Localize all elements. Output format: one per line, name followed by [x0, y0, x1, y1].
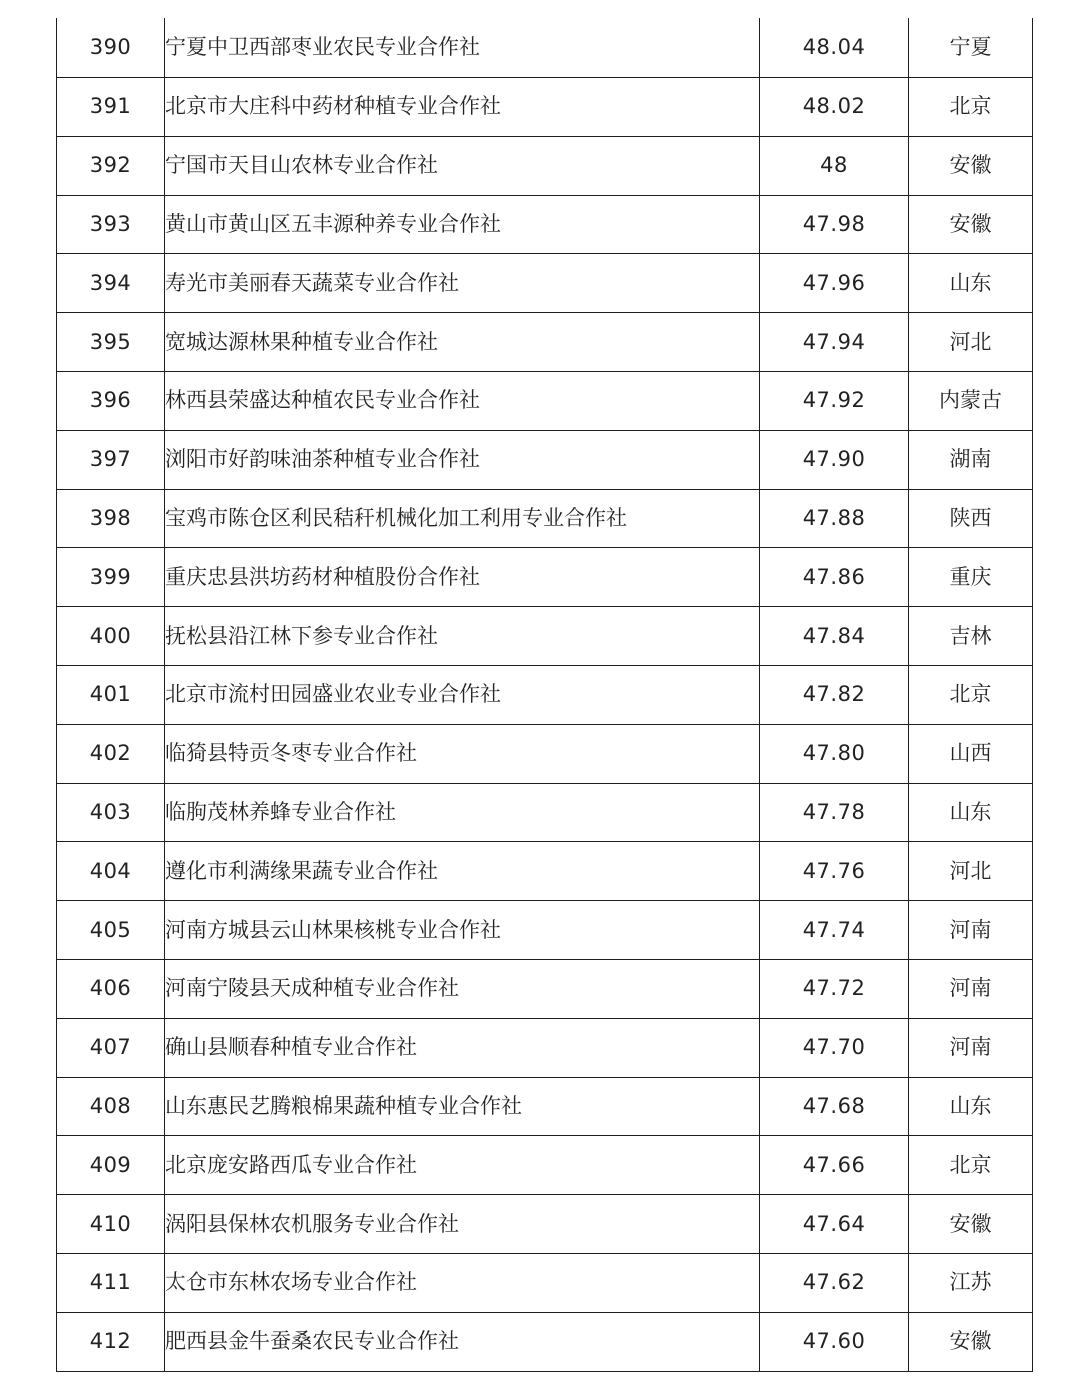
score-cell: 47.66 [760, 1136, 909, 1195]
cooperative-name-cell: 北京庞安路西瓜专业合作社 [165, 1136, 760, 1195]
cooperative-name-cell: 涡阳县保林农机服务专业合作社 [165, 1195, 760, 1254]
table-row [57, 959, 1033, 1018]
cooperative-name-cell: 宝鸡市陈仓区利民秸秆机械化加工利用专业合作社 [165, 489, 760, 548]
province-cell: 江苏 [909, 1253, 1033, 1312]
rank-cell: 401 [57, 665, 165, 724]
province-cell: 北京 [909, 665, 1033, 724]
score-cell: 48.04 [760, 18, 909, 78]
table-row [57, 18, 1033, 78]
table-row [57, 430, 1033, 489]
province-cell: 内蒙古 [909, 371, 1033, 430]
rank-cell: 395 [57, 313, 165, 372]
cooperative-name-cell: 宁夏中卫西部枣业农民专业合作社 [165, 18, 760, 78]
cooperative-name-cell: 肥西县金牛蚕桑农民专业合作社 [165, 1312, 760, 1371]
score-cell: 47.96 [760, 254, 909, 313]
cooperative-name-cell: 寿光市美丽春天蔬菜专业合作社 [165, 254, 760, 313]
province-cell: 河北 [909, 313, 1033, 372]
table-row [57, 489, 1033, 548]
score-cell: 47.94 [760, 313, 909, 372]
rank-cell: 410 [57, 1195, 165, 1254]
rank-cell: 409 [57, 1136, 165, 1195]
score-cell: 47.84 [760, 607, 909, 666]
province-cell: 湖南 [909, 430, 1033, 489]
province-cell: 安徽 [909, 1312, 1033, 1371]
province-cell: 河南 [909, 959, 1033, 1018]
score-cell: 47.68 [760, 1077, 909, 1136]
province-cell: 河北 [909, 842, 1033, 901]
province-cell: 吉林 [909, 607, 1033, 666]
score-cell: 48.02 [760, 78, 909, 137]
score-cell: 47.90 [760, 430, 909, 489]
province-cell: 宁夏 [909, 18, 1033, 78]
province-cell: 重庆 [909, 548, 1033, 607]
rank-cell: 412 [57, 1312, 165, 1371]
table-row [57, 1253, 1033, 1312]
cooperative-name-cell: 浏阳市好韵味油茶种植专业合作社 [165, 430, 760, 489]
table-row [57, 665, 1033, 724]
score-cell: 47.60 [760, 1312, 909, 1371]
cooperative-name-cell: 重庆忠县洪坊药材种植股份合作社 [165, 548, 760, 607]
cooperative-name-cell: 太仓市东林农场专业合作社 [165, 1253, 760, 1312]
rank-cell: 407 [57, 1018, 165, 1077]
score-cell: 47.92 [760, 371, 909, 430]
table-row [57, 1077, 1033, 1136]
cooperative-name-cell: 宽城达源林果种植专业合作社 [165, 313, 760, 372]
table-row [57, 371, 1033, 430]
cooperative-name-cell: 宁国市天目山农林专业合作社 [165, 136, 760, 195]
table-row [57, 724, 1033, 783]
province-cell: 山东 [909, 254, 1033, 313]
rank-cell: 400 [57, 607, 165, 666]
province-cell: 安徽 [909, 195, 1033, 254]
rank-cell: 397 [57, 430, 165, 489]
cooperative-name-cell: 山东惠民艺腾粮棉果蔬种植专业合作社 [165, 1077, 760, 1136]
province-cell: 安徽 [909, 136, 1033, 195]
cooperative-name-cell: 临朐茂林养蜂专业合作社 [165, 783, 760, 842]
score-cell: 47.64 [760, 1195, 909, 1254]
table-row [57, 195, 1033, 254]
rank-cell: 394 [57, 254, 165, 313]
table-row [57, 901, 1033, 960]
cooperative-name-cell: 河南宁陵县天成种植专业合作社 [165, 959, 760, 1018]
cooperative-name-cell: 北京市大庄科中药材种植专业合作社 [165, 78, 760, 137]
score-cell: 47.74 [760, 901, 909, 960]
province-cell: 北京 [909, 78, 1033, 137]
cooperative-name-cell: 林西县荣盛达种植农民专业合作社 [165, 371, 760, 430]
province-cell: 河南 [909, 901, 1033, 960]
rank-cell: 392 [57, 136, 165, 195]
score-cell: 47.86 [760, 548, 909, 607]
score-cell: 47.76 [760, 842, 909, 901]
table-row [57, 1136, 1033, 1195]
table-row [57, 1312, 1033, 1371]
cooperative-name-cell: 黄山市黄山区五丰源种养专业合作社 [165, 195, 760, 254]
cooperative-name-cell: 河南方城县云山林果核桃专业合作社 [165, 901, 760, 960]
rank-cell: 390 [57, 18, 165, 78]
rank-cell: 405 [57, 901, 165, 960]
province-cell: 陕西 [909, 489, 1033, 548]
rank-cell: 396 [57, 371, 165, 430]
rank-cell: 404 [57, 842, 165, 901]
ranking-table [56, 18, 1033, 1372]
score-cell: 47.80 [760, 724, 909, 783]
rank-cell: 393 [57, 195, 165, 254]
cooperative-name-cell: 确山县顺春种植专业合作社 [165, 1018, 760, 1077]
table-row [57, 548, 1033, 607]
table-row [57, 607, 1033, 666]
province-cell: 山东 [909, 783, 1033, 842]
cooperative-name-cell: 抚松县沿江林下参专业合作社 [165, 607, 760, 666]
score-cell: 47.88 [760, 489, 909, 548]
table-row [57, 1195, 1033, 1254]
table-row [57, 78, 1033, 137]
table-row [57, 254, 1033, 313]
table-row [57, 313, 1033, 372]
score-cell: 47.78 [760, 783, 909, 842]
cooperative-name-cell: 临猗县特贡冬枣专业合作社 [165, 724, 760, 783]
province-cell: 河南 [909, 1018, 1033, 1077]
table-row [57, 1018, 1033, 1077]
score-cell: 47.70 [760, 1018, 909, 1077]
rank-cell: 399 [57, 548, 165, 607]
province-cell: 山东 [909, 1077, 1033, 1136]
cooperative-name-cell: 北京市流村田园盛业农业专业合作社 [165, 665, 760, 724]
rank-cell: 406 [57, 959, 165, 1018]
rank-cell: 411 [57, 1253, 165, 1312]
score-cell: 47.72 [760, 959, 909, 1018]
rank-cell: 408 [57, 1077, 165, 1136]
ranking-table-body [57, 18, 1033, 1371]
rank-cell: 398 [57, 489, 165, 548]
cooperative-name-cell: 遵化市利满缘果蔬专业合作社 [165, 842, 760, 901]
score-cell: 47.62 [760, 1253, 909, 1312]
table-row [57, 136, 1033, 195]
province-cell: 北京 [909, 1136, 1033, 1195]
province-cell: 山西 [909, 724, 1033, 783]
table-row [57, 783, 1033, 842]
score-cell: 47.98 [760, 195, 909, 254]
rank-cell: 403 [57, 783, 165, 842]
score-cell: 47.82 [760, 665, 909, 724]
rank-cell: 402 [57, 724, 165, 783]
score-cell: 48 [760, 136, 909, 195]
province-cell: 安徽 [909, 1195, 1033, 1254]
rank-cell: 391 [57, 78, 165, 137]
table-row [57, 842, 1033, 901]
